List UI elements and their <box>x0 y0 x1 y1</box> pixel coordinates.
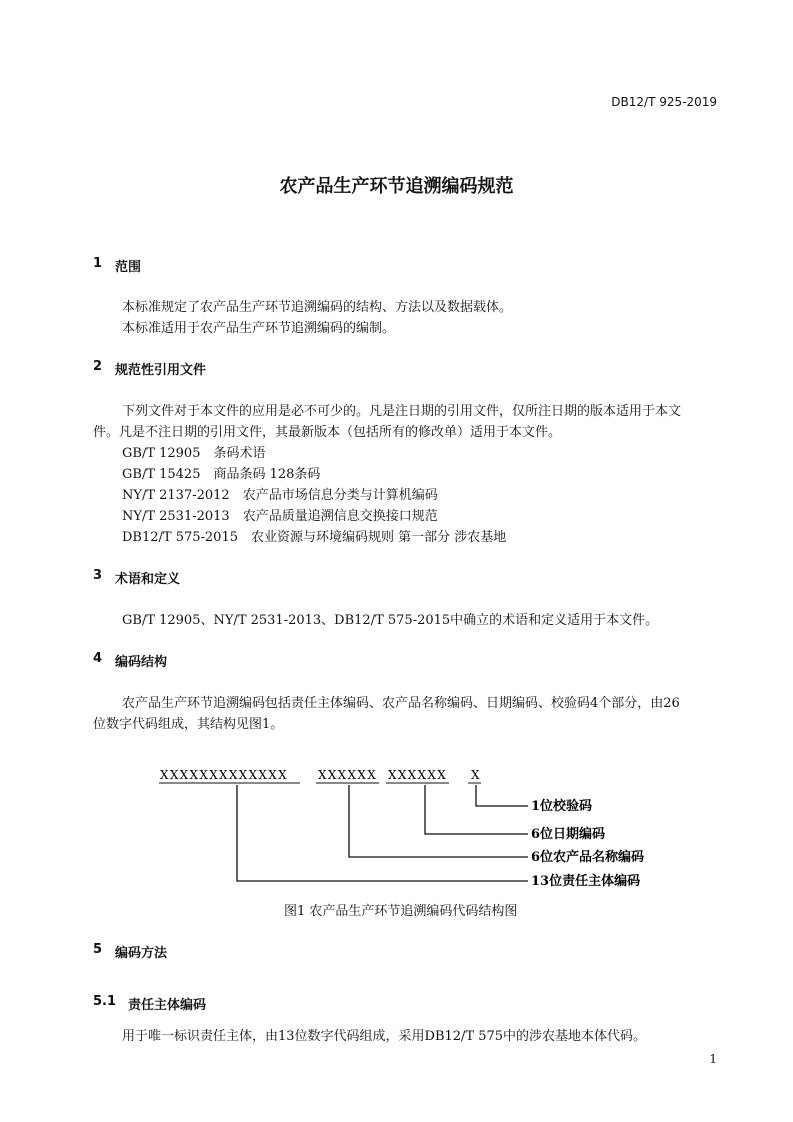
reference-item: GB/T 12905 条码术语 <box>122 446 266 461</box>
connector-check <box>476 785 528 806</box>
section-3-title: 术语和定义 <box>115 572 181 587</box>
section-2-title: 规范性引用文件 <box>115 363 207 378</box>
section-4-paragraph-line-1: 农产品生产环节追溯编码包括责任主体编码、农产品名称编码、日期编码、校验码4个部分，由26 <box>122 696 680 711</box>
section-5-1-number: 5.1 <box>93 994 117 1009</box>
section-4-number: 4 <box>93 651 103 666</box>
section-5-1-title: 责任主体编码 <box>128 998 207 1013</box>
label-date-code: 6位日期编码 <box>531 827 606 842</box>
connector-subject <box>237 785 528 881</box>
code-product-digits: XXXXXX <box>318 768 378 782</box>
section-5-title: 编码方法 <box>115 946 168 961</box>
section-1-number: 1 <box>93 256 103 271</box>
section-4-title: 编码结构 <box>115 655 168 670</box>
label-subject-code: 13位责任主体编码 <box>531 874 641 889</box>
label-product-code: 6位农产品名称编码 <box>531 850 645 865</box>
section-2-paragraph-line-1: 下列文件对于本文件的应用是必不可少的。凡是注日期的引用文件，仅所注日期的版本适用于本文 <box>122 404 682 419</box>
section-1-title: 范围 <box>115 260 142 275</box>
code-subject-digits: XXXXXXXXXXXXX <box>160 768 288 782</box>
page-title: 农产品生产环节追溯编码规范 <box>279 176 514 197</box>
section-4-paragraph-line-2: 位数字代码组成，其结构见图1。 <box>93 717 284 732</box>
connector-product <box>349 785 528 857</box>
section-3-number: 3 <box>93 568 103 583</box>
reference-item: NY/T 2137-2012 农产品市场信息分类与计算机编码 <box>122 488 438 503</box>
code-date-digits: XXXXXX <box>388 768 448 782</box>
section-1-paragraph-2: 本标准适用于农产品生产环节追溯编码的编制。 <box>122 321 396 336</box>
code-check-digit: X <box>471 768 480 782</box>
reference-item: DB12/T 575-2015 农业资源与环境编码规则 第一部分 涉农基地 <box>122 530 507 545</box>
section-5-1-paragraph: 用于唯一标识责任主体，由13位数字代码组成，采用DB12/T 575中的涉农基地本体代码。 <box>122 1029 647 1044</box>
section-5-number: 5 <box>93 942 103 957</box>
reference-item: NY/T 2531-2013 农产品质量追溯信息交换接口规范 <box>122 509 438 524</box>
label-check-digit: 1位校验码 <box>531 799 593 814</box>
section-1-paragraph-1: 本标准规定了农产品生产环节追溯编码的结构、方法以及数据载体。 <box>122 300 513 315</box>
section-3-paragraph: GB/T 12905、NY/T 2531-2013、DB12/T 575-2015中确立的术语和定义适用于本文件。 <box>122 613 659 628</box>
section-2-number: 2 <box>93 359 103 374</box>
document-number: DB12/T 925-2019 <box>611 95 717 109</box>
reference-item: GB/T 15425 商品条码 128条码 <box>122 467 321 482</box>
section-2-paragraph-line-2: 件。凡是不注日期的引用文件，其最新版本（包括所有的修改单）适用于本文件。 <box>93 425 562 440</box>
page-number: 1 <box>709 1052 717 1066</box>
figure-caption: 图1 农产品生产环节追溯编码代码结构图 <box>284 904 518 919</box>
